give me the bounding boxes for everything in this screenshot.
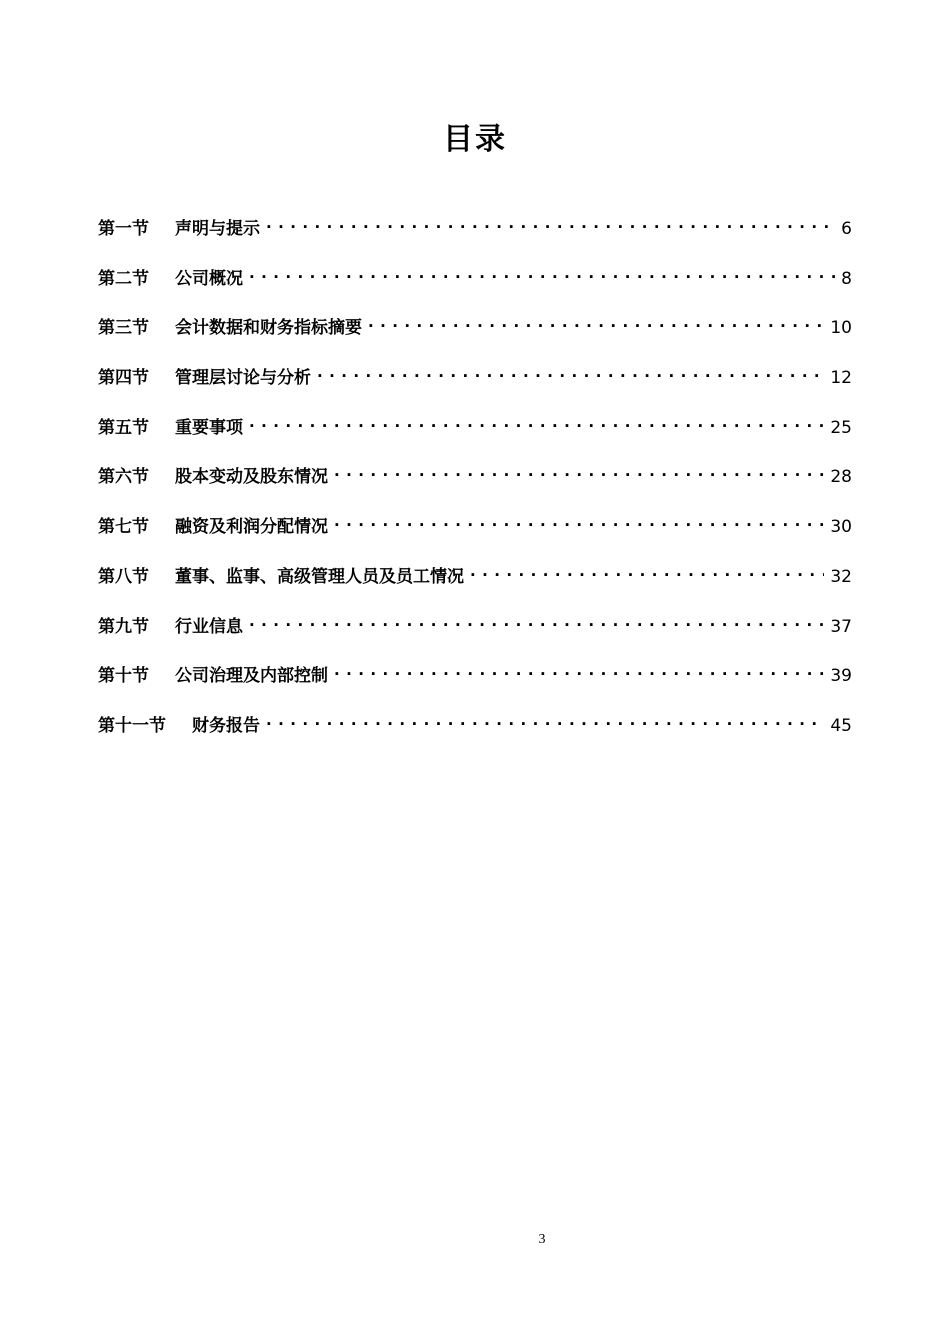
toc-section-title: 董事、监事、高级管理人员及员工情况 [175,566,464,587]
toc-entry[interactable] [98,311,852,361]
toc-page-number: 25 [830,417,852,438]
toc-entry[interactable] [98,212,852,262]
toc-entry[interactable] [98,709,852,759]
toc-section-number: 第二节 [98,268,149,289]
toc-section-number: 第四节 [98,368,149,389]
toc-section-title: 公司治理及内部控制 [175,666,328,687]
toc-entry[interactable] [98,610,852,660]
toc-entry[interactable] [98,361,852,411]
toc-section-title: 公司概况 [175,268,243,289]
toc-entry[interactable] [98,560,852,610]
toc-dot-leader [266,709,824,731]
toc-section-number: 第九节 [98,616,149,637]
toc-dot-leader [334,510,824,532]
toc-section-title: 重要事项 [175,417,243,438]
toc-section-title: 声明与提示 [175,219,260,239]
page-footer-number: 3 [538,1232,546,1247]
toc-section-title: 股本变动及股东情况 [175,467,328,488]
toc-page-number: 12 [830,368,852,389]
toc-section-number: 第一节 [98,219,149,239]
toc-dot-leader [249,411,824,433]
toc-dot-leader [249,610,824,632]
toc-section-number: 第五节 [98,417,149,438]
toc-section-title: 融资及利润分配情况 [175,517,328,538]
toc-section-number: 第七节 [98,517,149,538]
toc-page-number: 39 [830,666,852,687]
toc-page-number: 37 [830,616,852,637]
toc-entry[interactable] [98,510,852,560]
toc-dot-leader [368,311,824,333]
toc-title: 目录 [443,122,507,157]
toc-page-number: 45 [830,715,852,736]
toc-section-title: 会计数据和财务指标摘要 [175,318,362,339]
toc-page-number: 10 [830,318,852,339]
toc-dot-leader [470,560,824,582]
toc-page-number: 6 [841,219,852,239]
toc-page-number: 32 [830,566,852,587]
toc-dot-leader [334,460,824,482]
toc-section-title: 财务报告 [192,715,260,736]
toc-dot-leader [266,212,835,234]
toc-section-number: 第六节 [98,467,149,488]
toc-page-number: 30 [830,517,852,538]
toc-entry[interactable] [98,659,852,709]
toc-entry[interactable] [98,411,852,461]
toc-section-number: 第十节 [98,666,149,687]
toc-dot-leader [334,659,824,681]
toc-section-number: 第八节 [98,566,149,587]
toc-dot-leader [317,361,824,383]
toc-section-number: 第十一节 [98,715,166,736]
toc-page-number: 8 [841,268,852,289]
toc-section-title: 行业信息 [175,616,243,637]
toc-dot-leader [249,262,835,284]
toc-page-number: 28 [830,467,852,488]
toc-entry[interactable] [98,460,852,510]
toc-section-number: 第三节 [98,318,149,339]
toc-list [98,212,852,759]
toc-section-title: 管理层讨论与分析 [175,368,311,389]
toc-entry[interactable] [98,262,852,312]
